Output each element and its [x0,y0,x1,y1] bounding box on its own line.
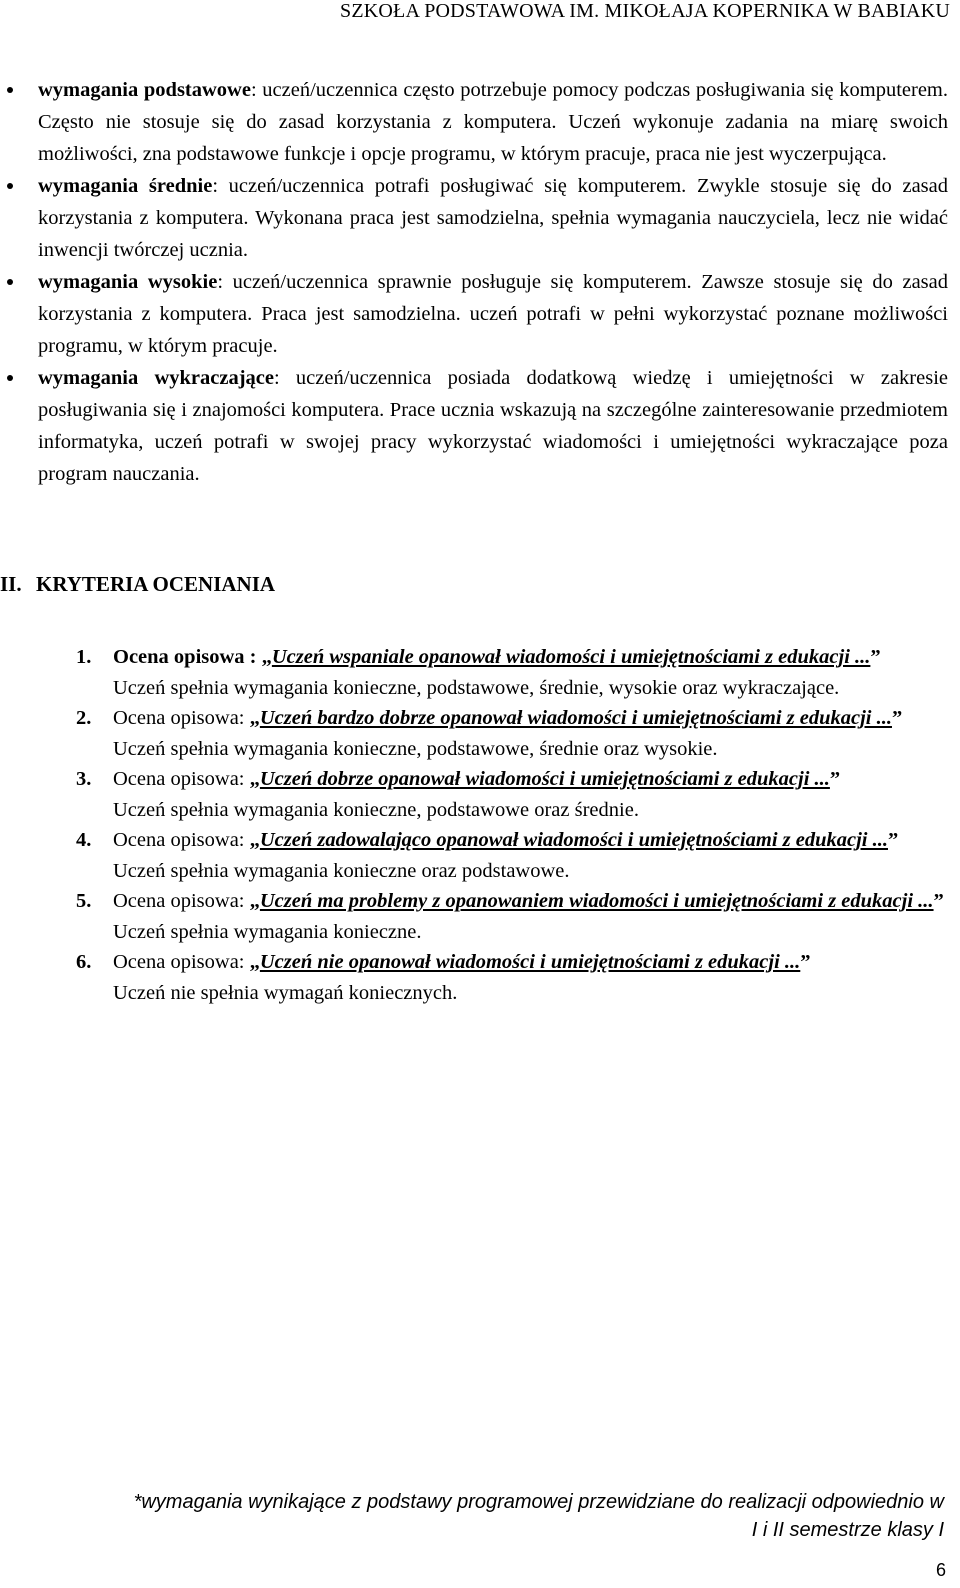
quote-open: „ [249,707,260,729]
criterion-item [76,764,948,825]
criterion-description: Uczeń spełnia wymagania konieczne, podstawowe, średnie oraz wysokie. [113,737,718,760]
criterion-lead: Ocena opisowa: [113,829,250,851]
section-heading [0,572,275,597]
criterion-lead: Ocena opisowa: [113,707,250,729]
section-title: KRYTERIA OCENIANIA [36,572,276,596]
page-number: 6 [935,1560,946,1580]
requirement-text: : uczeń/uczennica posiada dodatkową wiedzę i umiejętności w zakresie posługiwania się i znajomości komputera. Prace ucznia wskazują na szczególne zainteresowanie przedmiotem informatyka, uczeń potrafi w swojej pracy wykorzystać wiadomości i umiejętności wykraczające poza program nauczania. [38,367,948,485]
requirement-term: wymagania wykraczające [38,367,274,389]
quote-open: „ [249,951,260,973]
quote-close: ” [829,768,841,790]
footnote-line-1: *wymagania wynikające z podstawy programowej przewidziane do realizacji odpowiednio w [133,1491,944,1513]
page-header: SZKOŁA PODSTAWOWA IM. MIKOŁAJA KOPERNIKA W BABIAKU [340,0,950,22]
criterion-title: Uczeń dobrze opanował wiadomości i umiejętnościami z edukacji ... [259,768,830,790]
requirements-list [0,74,948,490]
footnote [0,1488,944,1544]
criterion-title: Uczeń bardzo dobrze opanował wiadomości i umiejętnościami z edukacji ... [259,707,892,729]
criterion-number: 3. [76,768,92,790]
requirement-basic [0,74,948,170]
requirement-text: : uczeń/uczennica często potrzebuje pomocy podczas posługiwania się komputerem. Często nie stosuje się do zasad korzystania z komputera. Uczeń wykonuje zadania na miarę swoich możliwości, zna podstawowe funkcje i opcje programu, w którym pracuje, praca nie jest wyczerpująca. [38,79,948,165]
criterion-lead: Ocena opisowa: [113,768,250,790]
quote-close: ” [870,646,881,668]
bullet-dot [7,279,13,285]
criterion-title: Uczeń wspaniale opanował wiadomości i umiejętnościami z edukacji ... [271,646,871,668]
requirement-high [0,266,948,362]
criterion-description: Uczeń nie spełnia wymagań koniecznych. [113,981,458,1004]
criterion-item [76,886,948,947]
criterion-lead: Ocena opisowa: [113,890,250,912]
criterion-description: Uczeń spełnia wymagania konieczne. [113,920,422,943]
requirement-medium [0,170,948,266]
quote-close: ” [891,707,903,729]
footnote-line-2: I i II semestrze klasy I [751,1519,944,1541]
criterion-item [76,703,948,764]
requirement-term: wymagania średnie [38,175,213,197]
quote-open: „ [249,768,260,790]
criterion-title: Uczeń nie opanował wiadomości i umiejętnościami z edukacji ... [259,951,801,973]
quote-open: „ [261,646,272,668]
criterion-title: Uczeń ma problemy z opanowaniem wiadomości i umiejętnościami z edukacji ... [259,890,934,912]
bullet-dot [7,183,13,189]
criterion-lead: Ocena opisowa : [113,646,262,668]
criterion-item [76,947,948,1008]
criterion-number: 1. [76,646,92,668]
criterion-number: 4. [76,829,92,851]
criterion-description: Uczeń spełnia wymagania konieczne oraz podstawowe. [113,859,570,882]
quote-open: „ [249,890,260,912]
criterion-description: Uczeń spełnia wymagania konieczne, podstawowe, średnie, wysokie oraz wykraczające. [113,676,840,699]
bullet-dot [7,375,13,381]
criterion-lead: Ocena opisowa: [113,951,250,973]
criterion-number: 5. [76,890,92,912]
bullet-dot [7,87,13,93]
requirement-text: : uczeń/uczennica sprawnie posługuje się komputerem. Zawsze stosuje się do zasad korzystania z komputera. Praca jest samodzielna. uczeń potrafi w pełni wykorzystać poznane możliwości programu, w którym pracuje. [38,271,948,357]
quote-close: ” [800,951,811,973]
criterion-description: Uczeń spełnia wymagania konieczne, podstawowe oraz średnie. [113,798,639,821]
quote-open: „ [249,829,260,851]
criterion-item [76,642,948,703]
criterion-title: Uczeń zadowalająco opanował wiadomości i umiejętnościami z edukacji ... [259,829,888,851]
requirement-text: : uczeń/uczennica potrafi posługiwać się komputerem. Zwykle stosuje się do zasad korzystania z komputera. Wykonana praca jest samodzielna, spełnia wymagania nauczyciela, lecz nie widać inwencji twórczej ucznia. [38,175,949,261]
criterion-item [76,825,948,886]
quote-close: ” [888,829,899,851]
requirement-term: wymagania wysokie [38,271,218,293]
criterion-number: 6. [76,951,92,973]
requirement-exceeding [0,362,948,490]
criteria-list [76,642,948,1008]
criterion-number: 2. [76,707,92,729]
quote-close: ” [933,890,944,912]
requirement-term: wymagania podstawowe [38,79,251,101]
section-number: II. [0,572,22,596]
